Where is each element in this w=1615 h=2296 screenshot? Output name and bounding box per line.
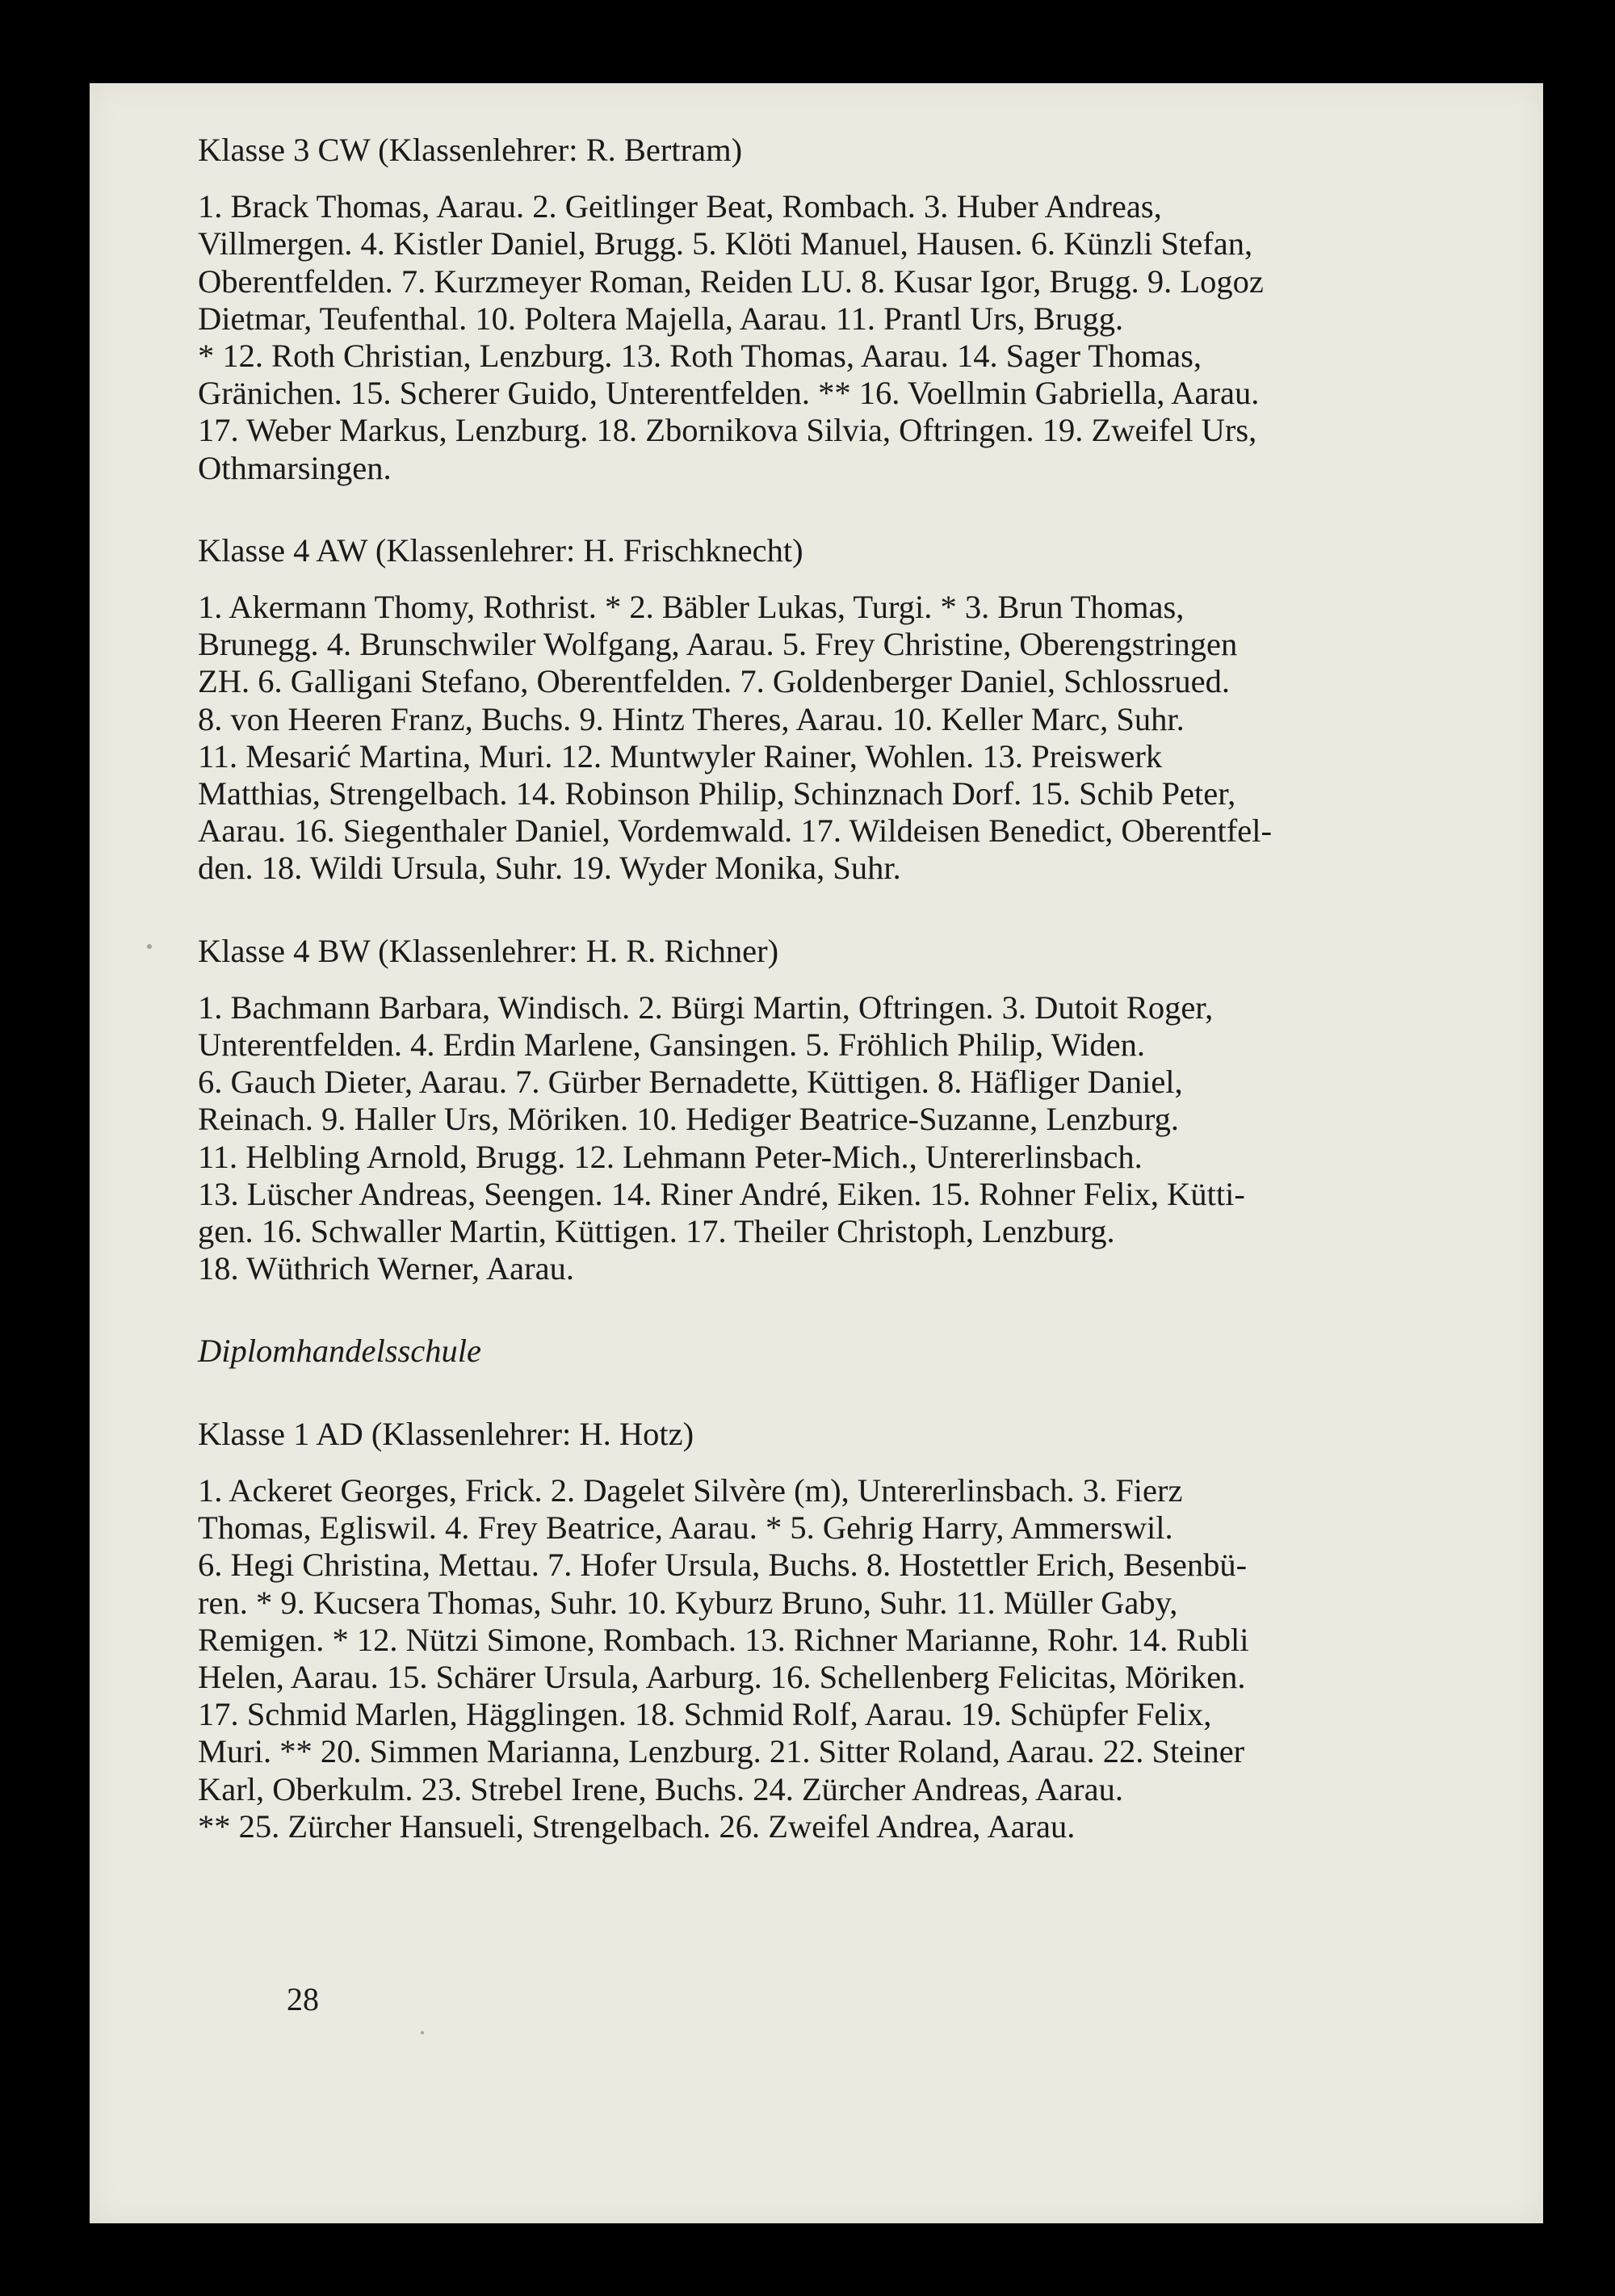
list-line: Aarau. 16. Siegenthaler Daniel, Vordemwald. 17. Wildeisen Benedict, Oberentfel-: [198, 812, 1272, 850]
list-line: Oberentfelden. 7. Kurzmeyer Roman, Reiden LU. 8. Kusar Igor, Brugg. 9. Logoz: [198, 262, 1264, 300]
class-list-1ad: [198, 1472, 1458, 1845]
list-line: 1. Ackeret Georges, Frick. 2. Dagelet Silvère (m), Untererlinsbach. 3. Fierz: [198, 1471, 1183, 1509]
list-line: 6. Gauch Dieter, Aarau. 7. Gürber Bernadette, Küttigen. 8. Häfliger Daniel,: [198, 1064, 1183, 1101]
page-content: [198, 132, 1458, 1845]
list-line: gen. 16. Schwaller Martin, Küttigen. 17. Theiler Christoph, Lenzburg.: [198, 1213, 1115, 1250]
list-line: 11. Helbling Arnold, Brugg. 12. Lehmann Peter-Mich., Untererlinsbach.: [198, 1138, 1143, 1175]
list-line: Dietmar, Teufenthal. 10. Poltera Majella, Aarau. 11. Prantl Urs, Brugg.: [198, 300, 1124, 337]
list-line: Gränichen. 15. Scherer Guido, Unterentfelden. ** 16. Voellmin Gabriella, Aarau.: [198, 375, 1260, 412]
list-line: ZH. 6. Galligani Stefano, Oberentfelden. 7. Goldenberger Daniel, Schlossrued.: [198, 663, 1231, 700]
class-heading-4aw: Klasse 4 AW (Klassenlehrer: H. Frischknecht): [198, 531, 803, 569]
school-heading: Diplomhandelsschule: [198, 1333, 481, 1370]
list-line: 1. Bachmann Barbara, Windisch. 2. Bürgi Martin, Oftringen. 3. Dutoit Roger,: [198, 988, 1214, 1026]
list-line: 18. Wüthrich Werner, Aarau.: [198, 1250, 574, 1287]
list-line: 1. Akermann Thomy, Rothrist. * 2. Bäbler Lukas, Turgi. * 3. Brun Thomas,: [198, 589, 1185, 626]
list-line: Othmarsingen.: [198, 449, 392, 486]
class-heading-1ad: Klasse 1 AD (Klassenlehrer: H. Hotz): [198, 1415, 694, 1452]
list-line: Muri. ** 20. Simmen Marianna, Lenzburg. 21. Sitter Roland, Aarau. 22. Steiner: [198, 1733, 1245, 1770]
list-line: 17. Schmid Marlen, Hägglingen. 18. Schmid Rolf, Aarau. 19. Schüpfer Felix,: [198, 1696, 1212, 1733]
class-list-4bw: [198, 989, 1458, 1288]
list-line: Unterentfelden. 4. Erdin Marlene, Gansingen. 5. Fröhlich Philip, Widen.: [198, 1026, 1145, 1064]
list-line: Karl, Oberkulm. 23. Strebel Irene, Buchs. 24. Zürcher Andreas, Aarau.: [198, 1770, 1124, 1807]
list-line: 11. Mesarić Martina, Muri. 12. Muntwyler Rainer, Wohlen. 13. Preiswerk: [198, 737, 1163, 774]
list-line: Brunegg. 4. Brunschwiler Wolfgang, Aarau. 5. Frey Christine, Oberengstringen: [198, 626, 1238, 663]
list-line: 8. von Heeren Franz, Buchs. 9. Hintz Theres, Aarau. 10. Keller Marc, Suhr.: [198, 700, 1185, 737]
list-line: 6. Hegi Christina, Mettau. 7. Hofer Ursula, Buchs. 8. Hostettler Erich, Besenbü-: [198, 1547, 1248, 1584]
list-line: 1. Brack Thomas, Aarau. 2. Geitlinger Beat, Rombach. 3. Huber Andreas,: [198, 188, 1162, 225]
list-line: Reinach. 9. Haller Urs, Möriken. 10. Hediger Beatrice-Suzanne, Lenzburg.: [198, 1101, 1179, 1138]
class-heading-3cw: Klasse 3 CW (Klassenlehrer: R. Bertram): [198, 132, 743, 168]
class-list-4aw: [198, 589, 1458, 888]
list-line: 17. Weber Markus, Lenzburg. 18. Zbornikova Silvia, Oftringen. 19. Zweifel Urs,: [198, 412, 1257, 449]
paper-speck: [421, 2031, 424, 2034]
list-line: den. 18. Wildi Ursula, Suhr. 19. Wyder Monika, Suhr.: [198, 850, 901, 887]
list-line: ren. * 9. Kucsera Thomas, Suhr. 10. Kyburz Bruno, Suhr. 11. Müller Gaby,: [198, 1584, 1178, 1621]
list-line: Villmergen. 4. Kistler Daniel, Brugg. 5. Klöti Manuel, Hausen. 6. Künzli Stefan,: [198, 225, 1253, 262]
list-line: Remigen. * 12. Nützi Simone, Rombach. 13. Richner Marianne, Rohr. 14. Rubli: [198, 1621, 1249, 1658]
list-line: 13. Lüscher Andreas, Seengen. 14. Riner André, Eiken. 15. Rohner Felix, Kütti-: [198, 1175, 1245, 1212]
class-list-3cw: [198, 188, 1458, 487]
paper-speck: [147, 944, 152, 949]
list-line: Thomas, Egliswil. 4. Frey Beatrice, Aarau. * 5. Gehrig Harry, Ammerswil.: [198, 1509, 1173, 1547]
class-heading-4bw: Klasse 4 BW (Klassenlehrer: H. R. Richner): [198, 932, 779, 969]
list-line: ** 25. Zürcher Hansueli, Strengelbach. 26. Zweifel Andrea, Aarau.: [198, 1807, 1076, 1845]
list-line: Matthias, Strengelbach. 14. Robinson Philip, Schinznach Dorf. 15. Schib Peter,: [198, 775, 1236, 812]
list-line: * 12. Roth Christian, Lenzburg. 13. Roth Thomas, Aarau. 14. Sager Thomas,: [198, 338, 1202, 375]
page-number: 28: [287, 1981, 319, 2017]
list-line: Helen, Aarau. 15. Schärer Ursula, Aarburg. 16. Schellenberg Felicitas, Möriken.: [198, 1658, 1246, 1695]
